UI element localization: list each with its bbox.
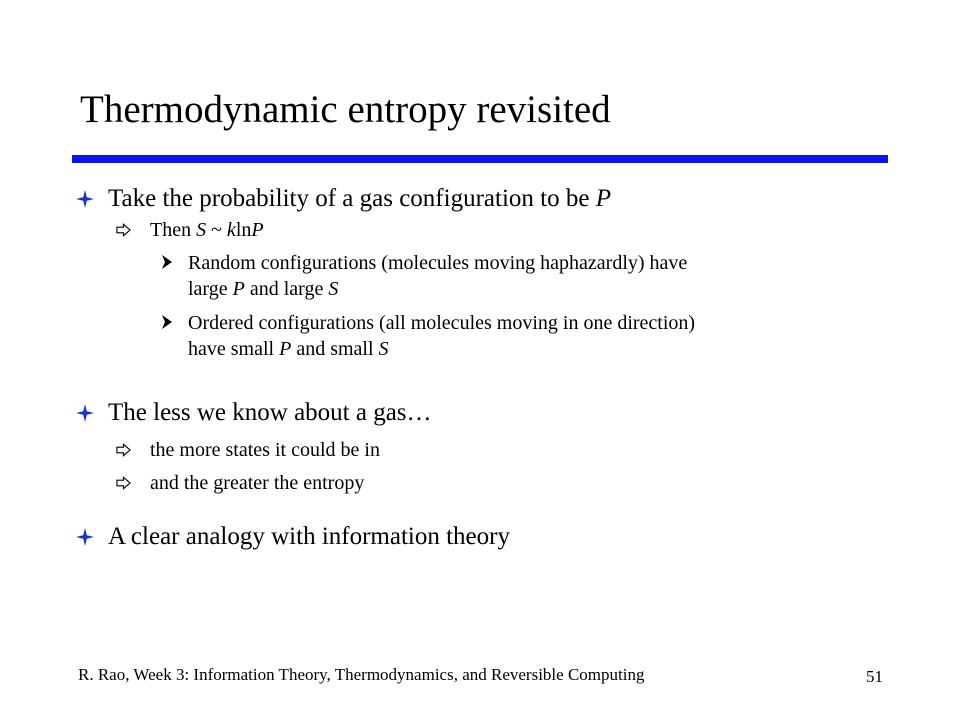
four-point-star-icon bbox=[76, 404, 94, 422]
bullet-2-2-text: and the greater the entropy bbox=[150, 472, 365, 494]
page-number: 51 bbox=[866, 667, 883, 686]
slide-title: Thermodynamic entropy revisited bbox=[80, 88, 611, 131]
footer-text: R. Rao, Week 3: Information Theory, Thermodynamics, and Reversible Computing bbox=[78, 665, 645, 684]
bullet-1-text: Take the probability of a gas configuration to be P bbox=[108, 185, 611, 212]
hollow-arrow-right-icon bbox=[116, 476, 131, 490]
title-underline bbox=[72, 155, 888, 163]
hollow-arrow-right-icon bbox=[116, 223, 131, 237]
bullet-2-1-text: the more states it could be in bbox=[150, 439, 380, 461]
bullet-1-1-1-text: Random configurations (molecules moving haphazardly) have large P and large S bbox=[188, 252, 688, 300]
bullet-2-text: The less we know about a gas… bbox=[108, 399, 432, 426]
bullet-3-text: A clear analogy with information theory bbox=[108, 523, 510, 550]
bullet-1-1-2-text: Ordered configurations (all molecules moving in one direction) have small P and small S bbox=[188, 312, 696, 360]
four-point-star-icon bbox=[76, 190, 94, 208]
bullet-1-1-text: Then S ~ klnP bbox=[150, 219, 264, 241]
hollow-arrow-right-icon bbox=[116, 443, 131, 457]
solid-arrowhead-icon bbox=[162, 315, 172, 329]
four-point-star-icon bbox=[76, 528, 94, 546]
solid-arrowhead-icon bbox=[162, 255, 172, 269]
